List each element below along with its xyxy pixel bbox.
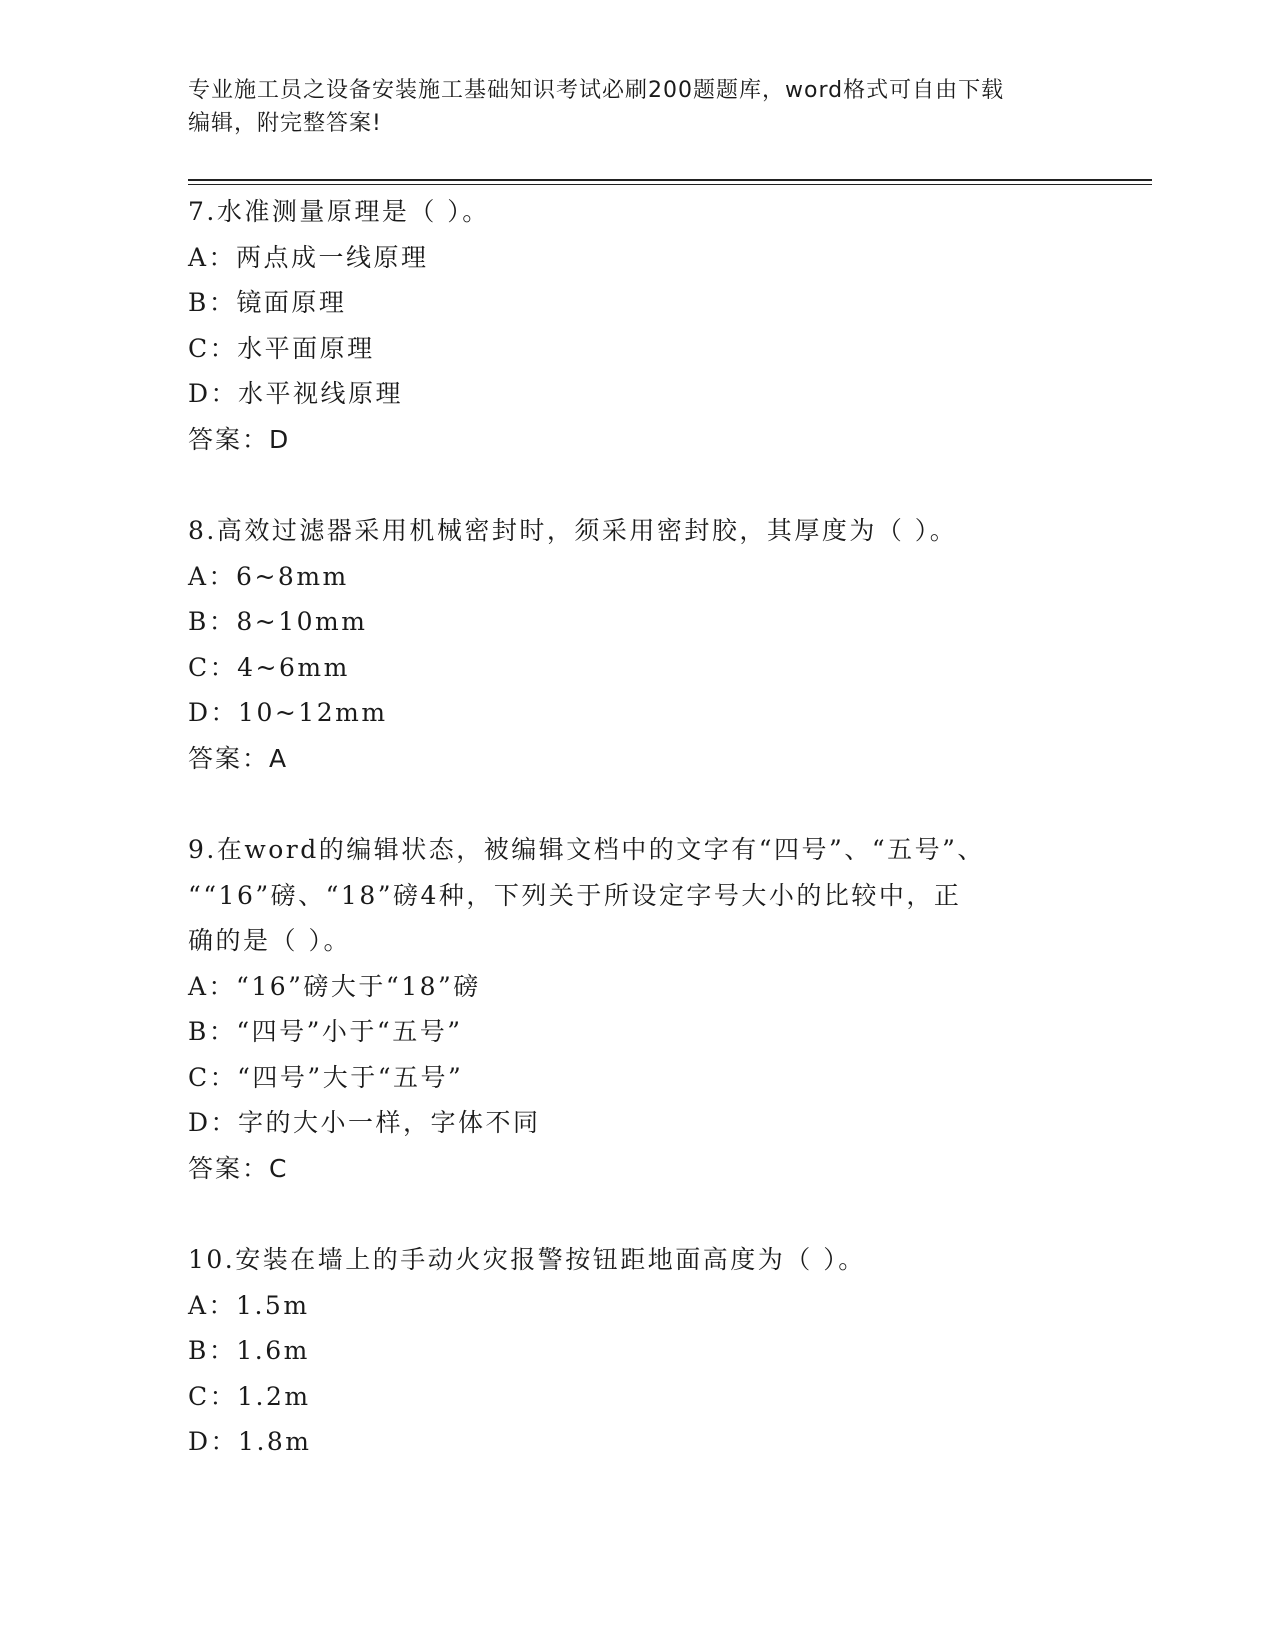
question-7 [188, 189, 1088, 462]
question-9 [188, 827, 1088, 1191]
answer-label: 答案：D [188, 424, 291, 454]
header-title-line-2: 编辑，附完整答案! [188, 111, 382, 136]
question-stem-line-2: ““16”磅、“18”磅4种，下列关于所设定字号大小的比较中，正 [188, 880, 962, 910]
option-d: D：字的大小一样，字体不同 [188, 1108, 541, 1137]
question-stem-line-1: 9.在word的编辑状态，被编辑文档中的文字有“四号”、“五号”、 [188, 835, 985, 864]
answer-label: 答案：A [188, 743, 289, 773]
answer-label: 答案：C [188, 1153, 289, 1183]
option-b: B：“四号”小于“五号” [188, 1017, 463, 1046]
option-a: A：6~8mm [188, 561, 349, 591]
question-stem: 8.高效过滤器采用机械密封时，须采用密封胶，其厚度为（ ）。 [188, 516, 958, 545]
option-b: B：8~10mm [188, 607, 368, 636]
header-divider-thick [188, 179, 1152, 181]
header-divider-thin [188, 184, 1152, 185]
question-8 [188, 508, 1088, 781]
option-c: C：水平面原理 [188, 333, 375, 363]
option-c: C：4~6mm [188, 652, 350, 682]
question-stem: 7.水准测量原理是（ ）。 [188, 197, 490, 226]
option-a: A：两点成一线原理 [188, 242, 429, 272]
option-b: B：镜面原理 [188, 288, 347, 317]
option-d: D：10~12mm [188, 698, 388, 727]
option-d: D：水平视线原理 [188, 379, 404, 408]
question-stem-line-3: 确的是（ ）。 [188, 926, 351, 955]
header-title-line-1: 专业施工员之设备安装施工基础知识考试必刷200题题库，word格式可自由下载 [188, 78, 1005, 103]
document-header [188, 74, 1068, 140]
option-c: C：“四号”大于“五号” [188, 1062, 464, 1092]
option-d: D：1.8m [188, 1427, 312, 1456]
option-a: A：1.5m [188, 1290, 310, 1320]
option-a: A：“16”磅大于“18”磅 [188, 971, 481, 1001]
question-10 [188, 1237, 1088, 1465]
question-stem: 10.安装在墙上的手动火灾报警按钮距地面高度为（ ）。 [188, 1245, 866, 1274]
option-b: B：1.6m [188, 1336, 310, 1365]
question-list [188, 189, 1088, 1465]
option-c: C：1.2m [188, 1381, 311, 1411]
